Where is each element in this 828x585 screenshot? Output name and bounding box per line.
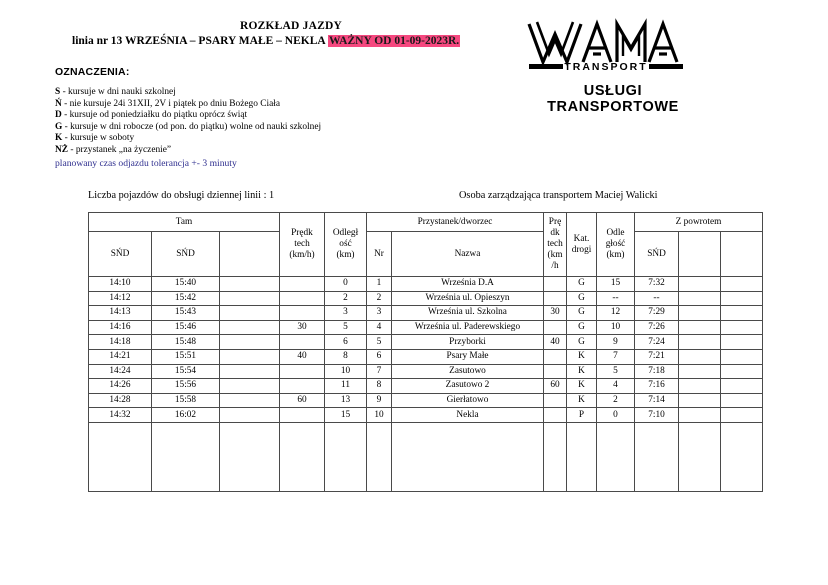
cell-speed-out: 60 (280, 393, 325, 408)
page-title: ROZKŁAD JAZDY (240, 20, 342, 32)
wama-wordmark-icon (523, 18, 703, 76)
header-blank-out (220, 232, 280, 277)
route-title-text: linia nr 13 WRZEŚNIA – PSARY MAŁE – NEKLA (72, 35, 328, 47)
table-row (89, 349, 763, 364)
cell-dist-ret: 2 (597, 393, 635, 408)
cell-road-cat: K (567, 379, 597, 394)
cell-speed-out: 30 (280, 320, 325, 335)
filler-cell (152, 422, 220, 491)
cell-blank (220, 349, 280, 364)
cell-speed-out (280, 364, 325, 379)
cell-stop-name: Września ul. Szkolna (392, 306, 544, 321)
cell-speed-ret: 30 (544, 306, 567, 321)
cell-departure-2: 15:43 (152, 306, 220, 321)
cell-return-time: 7:32 (635, 277, 679, 292)
logo-tagline: USŁUGI TRANSPORTOWE (547, 83, 679, 115)
cell-stop-name: Psary Małe (392, 349, 544, 364)
legend-tolerance-note: planowany czas odjazdu tolerancja +- 3 minuty (55, 157, 237, 169)
cell-return-blank-1 (679, 277, 721, 292)
cell-blank (220, 408, 280, 423)
cell-departure-2: 15:48 (152, 335, 220, 350)
cell-stop-nr: 6 (367, 349, 392, 364)
cell-stop-nr: 4 (367, 320, 392, 335)
cell-stop-nr: 9 (367, 393, 392, 408)
cell-departure-1: 14:26 (89, 379, 152, 394)
schedule-table-wrapper (88, 212, 763, 492)
cell-road-cat: K (567, 393, 597, 408)
filler-cell (679, 422, 721, 491)
filler-cell (280, 422, 325, 491)
cell-speed-out (280, 379, 325, 394)
legend-text: - przystanek „na życzenie” (68, 144, 172, 155)
header-road-category (567, 213, 597, 277)
filler-cell (635, 422, 679, 491)
cell-departure-1: 14:13 (89, 306, 152, 321)
legend-item (55, 99, 475, 111)
header-kat-l2: drogi (571, 244, 592, 255)
cell-speed-out (280, 335, 325, 350)
filler-cell (220, 422, 280, 491)
cell-dist-out: 5 (325, 320, 367, 335)
cell-stop-nr: 8 (367, 379, 392, 394)
cell-blank (220, 277, 280, 292)
header-dist-out-l1: Odległ (332, 228, 359, 238)
cell-return-time: -- (635, 291, 679, 306)
filler-cell (325, 422, 367, 491)
cell-return-time: 7:16 (635, 379, 679, 394)
header-name: Nazwa (392, 232, 544, 277)
cell-stop-name: Nekla (392, 408, 544, 423)
validity-highlight: WAŻNY OD 01-09-2023R. (328, 35, 460, 47)
header-kat-l1: Kat. (573, 233, 590, 244)
table-empty-filler-row (89, 422, 763, 491)
cell-speed-ret (544, 364, 567, 379)
cell-return-blank-2 (721, 320, 763, 335)
schedule-table (88, 212, 763, 492)
header-speed-out-l2: tech (294, 239, 310, 249)
header-speed-out-l3: (km/h) (289, 250, 315, 260)
cell-road-cat: K (567, 349, 597, 364)
cell-speed-ret: 60 (544, 379, 567, 394)
cell-departure-1: 14:21 (89, 349, 152, 364)
header-speed-ret-l4: (km (547, 250, 563, 260)
cell-stop-name: Września ul. Paderewskiego (392, 320, 544, 335)
legend-code: K (55, 133, 63, 144)
header-speed-ret-l1: Prę (548, 217, 562, 227)
header-dist-ret-l3: (km) (606, 250, 625, 260)
cell-blank (220, 364, 280, 379)
cell-departure-2: 15:40 (152, 277, 220, 292)
table-header-top-row (89, 213, 763, 232)
cell-return-blank-1 (679, 306, 721, 321)
company-logo (518, 18, 708, 115)
cell-stop-nr: 1 (367, 277, 392, 292)
legend-item (55, 122, 475, 134)
filler-cell (89, 422, 152, 491)
cell-speed-out (280, 291, 325, 306)
cell-departure-2: 15:54 (152, 364, 220, 379)
cell-dist-ret: 12 (597, 306, 635, 321)
cell-blank (220, 393, 280, 408)
header-dist-return (597, 213, 635, 277)
header-dist-ret-l1: Odle (606, 228, 625, 238)
cell-return-blank-2 (721, 349, 763, 364)
legend-text: - kursuje w soboty (62, 133, 135, 144)
header-nr: Nr (367, 232, 392, 277)
cell-return-time: 7:24 (635, 335, 679, 350)
cell-dist-out: 3 (325, 306, 367, 321)
header-dist-ret-l2: głość (605, 239, 626, 249)
cell-dist-ret: 10 (597, 320, 635, 335)
cell-departure-2: 15:51 (152, 349, 220, 364)
cell-return-blank-2 (721, 335, 763, 350)
header-powrotem: Z powrotem (635, 213, 763, 232)
legend-item (55, 145, 475, 157)
cell-road-cat: G (567, 320, 597, 335)
route-title (62, 35, 462, 47)
cell-speed-ret (544, 277, 567, 292)
cell-speed-ret (544, 291, 567, 306)
cell-stop-name: Zasutowo (392, 364, 544, 379)
header-speed-return (544, 213, 567, 277)
cell-return-blank-1 (679, 379, 721, 394)
cell-dist-out: 6 (325, 335, 367, 350)
table-row (89, 393, 763, 408)
legend-text: - kursuje w dni robocze (od pon. do piątku) wolne od nauki szkolnej (62, 121, 322, 132)
cell-stop-name: Przyborki (392, 335, 544, 350)
cell-return-time: 7:18 (635, 364, 679, 379)
legend-code: D (55, 110, 62, 121)
cell-return-time: 7:10 (635, 408, 679, 423)
filler-cell (367, 422, 392, 491)
cell-departure-1: 14:16 (89, 320, 152, 335)
header-stop: Przystanek/dworzec (367, 213, 544, 232)
legend-code: S (55, 87, 61, 97)
cell-dist-out: 13 (325, 393, 367, 408)
filler-cell (597, 422, 635, 491)
cell-return-time: 7:29 (635, 306, 679, 321)
cell-return-blank-2 (721, 393, 763, 408)
table-row (89, 306, 763, 321)
cell-departure-1: 14:24 (89, 364, 152, 379)
transport-manager-text: Osoba zarządzająca transportem Maciej Walicki (459, 190, 658, 201)
cell-dist-out: 0 (325, 277, 367, 292)
table-row (89, 408, 763, 423)
legend-code: G (55, 121, 63, 132)
cell-departure-1: 14:28 (89, 393, 152, 408)
legend-block (55, 66, 475, 170)
cell-return-blank-2 (721, 306, 763, 321)
cell-stop-name: Gierłatowo (392, 393, 544, 408)
cell-road-cat: G (567, 277, 597, 292)
cell-stop-nr: 3 (367, 306, 392, 321)
cell-return-time: 7:21 (635, 349, 679, 364)
header-dist-out-l3: (km) (336, 250, 355, 260)
filler-cell (567, 422, 597, 491)
header-speed-ret-l2: dk (550, 228, 560, 238)
header-speed-ret-l3: tech (547, 239, 563, 249)
cell-departure-2: 15:46 (152, 320, 220, 335)
header-dist-out (325, 213, 367, 277)
cell-return-blank-1 (679, 364, 721, 379)
cell-speed-ret (544, 320, 567, 335)
cell-departure-2: 15:42 (152, 291, 220, 306)
cell-departure-1: 14:10 (89, 277, 152, 292)
header-speed-ret-l5: /h (551, 261, 559, 271)
cell-departure-2: 15:58 (152, 393, 220, 408)
header-blank-ret-1 (679, 232, 721, 277)
header-dist-out-l2: ość (339, 239, 352, 249)
table-header-sub-row (89, 232, 763, 277)
cell-dist-ret: -- (597, 291, 635, 306)
header-snd-1: SŃD (89, 232, 152, 277)
cell-departure-2: 16:02 (152, 408, 220, 423)
header-snd-2: SŃD (152, 232, 220, 277)
filler-cell (544, 422, 567, 491)
cell-departure-1: 14:32 (89, 408, 152, 423)
cell-dist-ret: 7 (597, 349, 635, 364)
legend-item (55, 110, 475, 122)
cell-blank (220, 320, 280, 335)
legend-item (55, 133, 475, 145)
cell-road-cat: G (567, 306, 597, 321)
table-row (89, 320, 763, 335)
vehicle-count-text: Liczba pojazdów do obsługi dziennej linii : 1 (88, 190, 275, 201)
table-row (89, 364, 763, 379)
table-row (89, 277, 763, 292)
header-speed-out (280, 213, 325, 277)
cell-road-cat: K (567, 364, 597, 379)
cell-return-blank-1 (679, 320, 721, 335)
cell-speed-out (280, 408, 325, 423)
filler-cell (721, 422, 763, 491)
cell-stop-nr: 2 (367, 291, 392, 306)
cell-stop-nr: 10 (367, 408, 392, 423)
header-snd-return: SŃD (635, 232, 679, 277)
header-tam: Tam (89, 213, 280, 232)
header-speed-out-l1: Prędk (291, 228, 313, 238)
cell-dist-out: 11 (325, 379, 367, 394)
cell-return-blank-2 (721, 277, 763, 292)
cell-departure-1: 14:18 (89, 335, 152, 350)
cell-speed-ret (544, 393, 567, 408)
cell-dist-ret: 15 (597, 277, 635, 292)
cell-return-blank-1 (679, 349, 721, 364)
cell-speed-ret: 40 (544, 335, 567, 350)
legend-text: - kursuje od poniedziałku do piątku oprócz świąt (61, 110, 248, 121)
cell-dist-out: 15 (325, 408, 367, 423)
legend-code: Ń (55, 98, 62, 109)
table-row (89, 379, 763, 394)
cell-blank (220, 379, 280, 394)
cell-road-cat: P (567, 408, 597, 423)
legend-text: - nie kursuje 24i 31XII, 2V i piątek po dniu Bożego Ciała (61, 98, 281, 109)
legend-text: - kursuje w dni nauki szkolnej (60, 87, 176, 97)
filler-cell (392, 422, 544, 491)
cell-departure-2: 15:56 (152, 379, 220, 394)
cell-blank (220, 291, 280, 306)
cell-return-blank-2 (721, 291, 763, 306)
cell-dist-out: 8 (325, 349, 367, 364)
legend-heading: OZNACZENIA: (55, 66, 130, 78)
cell-speed-out (280, 306, 325, 321)
cell-dist-out: 10 (325, 364, 367, 379)
cell-return-blank-1 (679, 335, 721, 350)
cell-return-blank-1 (679, 291, 721, 306)
cell-speed-ret (544, 349, 567, 364)
cell-return-blank-1 (679, 408, 721, 423)
cell-return-time: 7:14 (635, 393, 679, 408)
cell-return-blank-2 (721, 408, 763, 423)
cell-stop-name: Września D.A (392, 277, 544, 292)
cell-stop-name: Września ul. Opieszyn (392, 291, 544, 306)
document-title-block (62, 20, 462, 47)
table-row (89, 335, 763, 350)
wordmark-sub-text: TRANSPORT (564, 61, 648, 73)
cell-departure-1: 14:12 (89, 291, 152, 306)
cell-stop-nr: 5 (367, 335, 392, 350)
cell-return-time: 7:26 (635, 320, 679, 335)
cell-return-blank-2 (721, 379, 763, 394)
cell-speed-out: 40 (280, 349, 325, 364)
cell-dist-ret: 5 (597, 364, 635, 379)
cell-return-blank-2 (721, 364, 763, 379)
cell-blank (220, 306, 280, 321)
cell-speed-ret (544, 408, 567, 423)
cell-speed-out (280, 277, 325, 292)
cell-dist-out: 2 (325, 291, 367, 306)
cell-road-cat: G (567, 291, 597, 306)
table-row (89, 291, 763, 306)
cell-dist-ret: 9 (597, 335, 635, 350)
cell-stop-nr: 7 (367, 364, 392, 379)
header-blank-ret-2 (721, 232, 763, 277)
cell-blank (220, 335, 280, 350)
cell-dist-ret: 0 (597, 408, 635, 423)
cell-return-blank-1 (679, 393, 721, 408)
legend-item (55, 87, 475, 99)
cell-road-cat: G (567, 335, 597, 350)
legend-code: NŻ (55, 144, 69, 155)
cell-stop-name: Zasutowo 2 (392, 379, 544, 394)
cell-dist-ret: 4 (597, 379, 635, 394)
